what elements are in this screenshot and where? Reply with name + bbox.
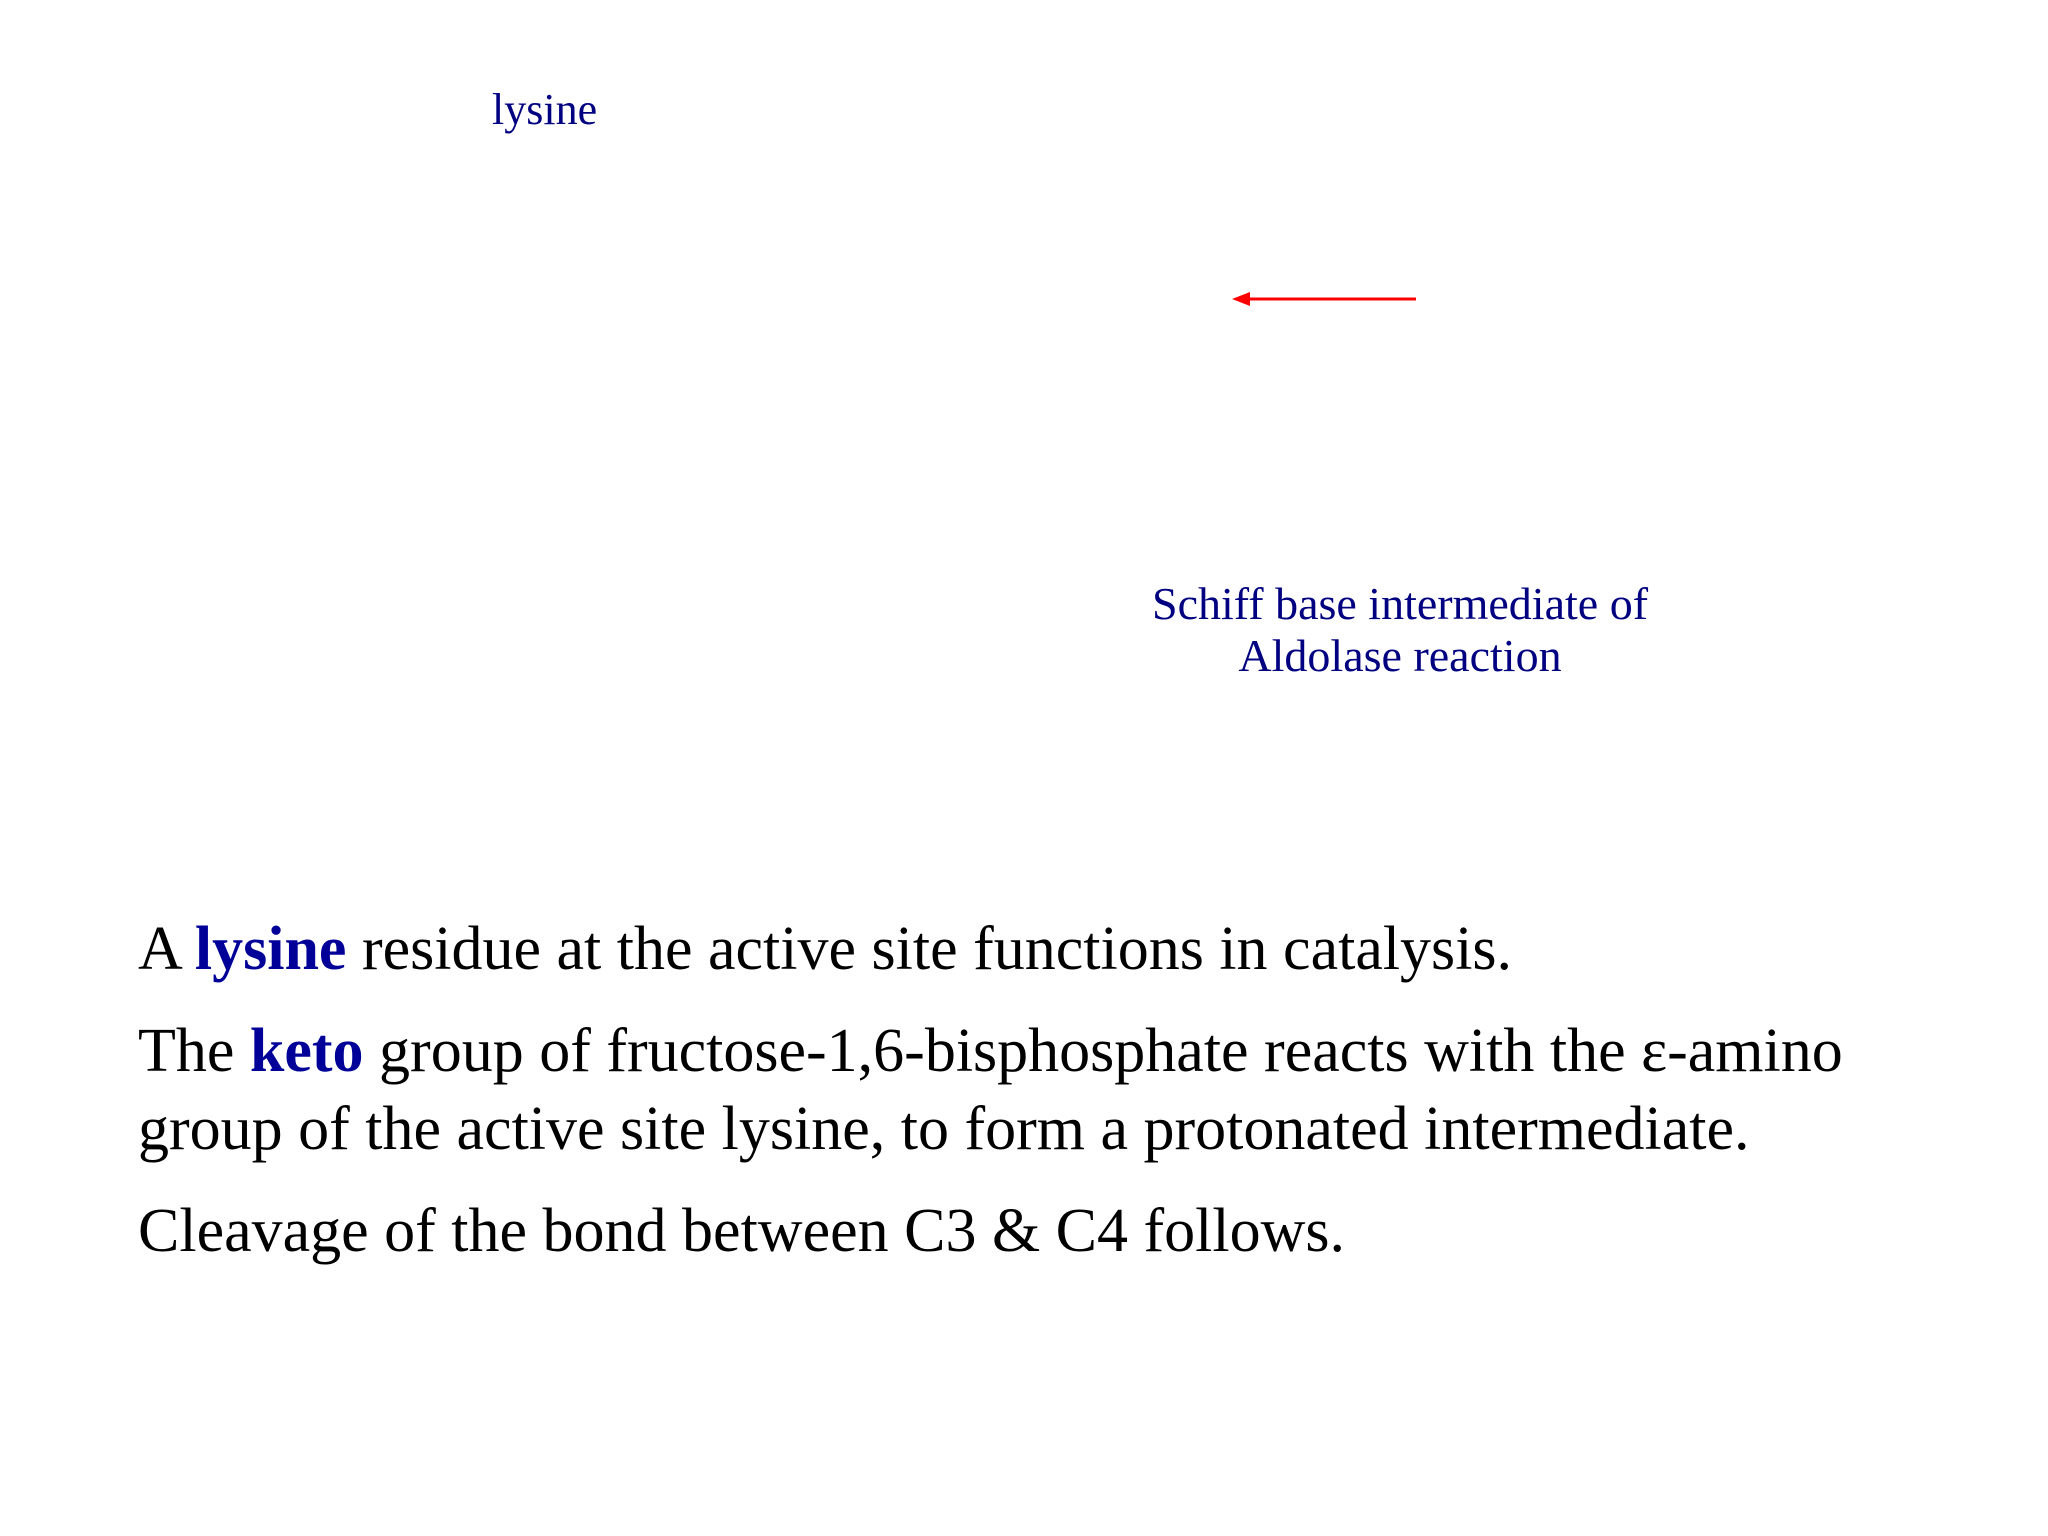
red-arrow-icon	[1232, 284, 1416, 314]
highlight-lysine: lysine	[194, 915, 347, 983]
paragraph-cleavage: Cleavage of the bond between C3 & C4 follows.	[138, 1197, 1346, 1265]
schiff-base-caption	[1100, 578, 1700, 682]
body-text	[138, 910, 1938, 1294]
p2-before: The	[138, 1017, 250, 1085]
caption-line-1: Schiff base intermediate of	[1151, 578, 1649, 629]
p1-before: A	[138, 915, 195, 983]
paragraph-lysine-residue	[138, 910, 1938, 988]
p1-after: residue at the active site functions in catalysis.	[346, 915, 1513, 983]
lysine-label: lysine	[492, 85, 598, 134]
p2-after: group of fructose-1,6-bisphosphate reacts with the ε-amino group of the active site lysine, to form a protonated intermediate.	[138, 1017, 1843, 1163]
highlight-keto: keto	[249, 1017, 364, 1085]
caption-line-2: Aldolase reaction	[1238, 630, 1562, 681]
paragraph-keto-group	[138, 1012, 1938, 1168]
